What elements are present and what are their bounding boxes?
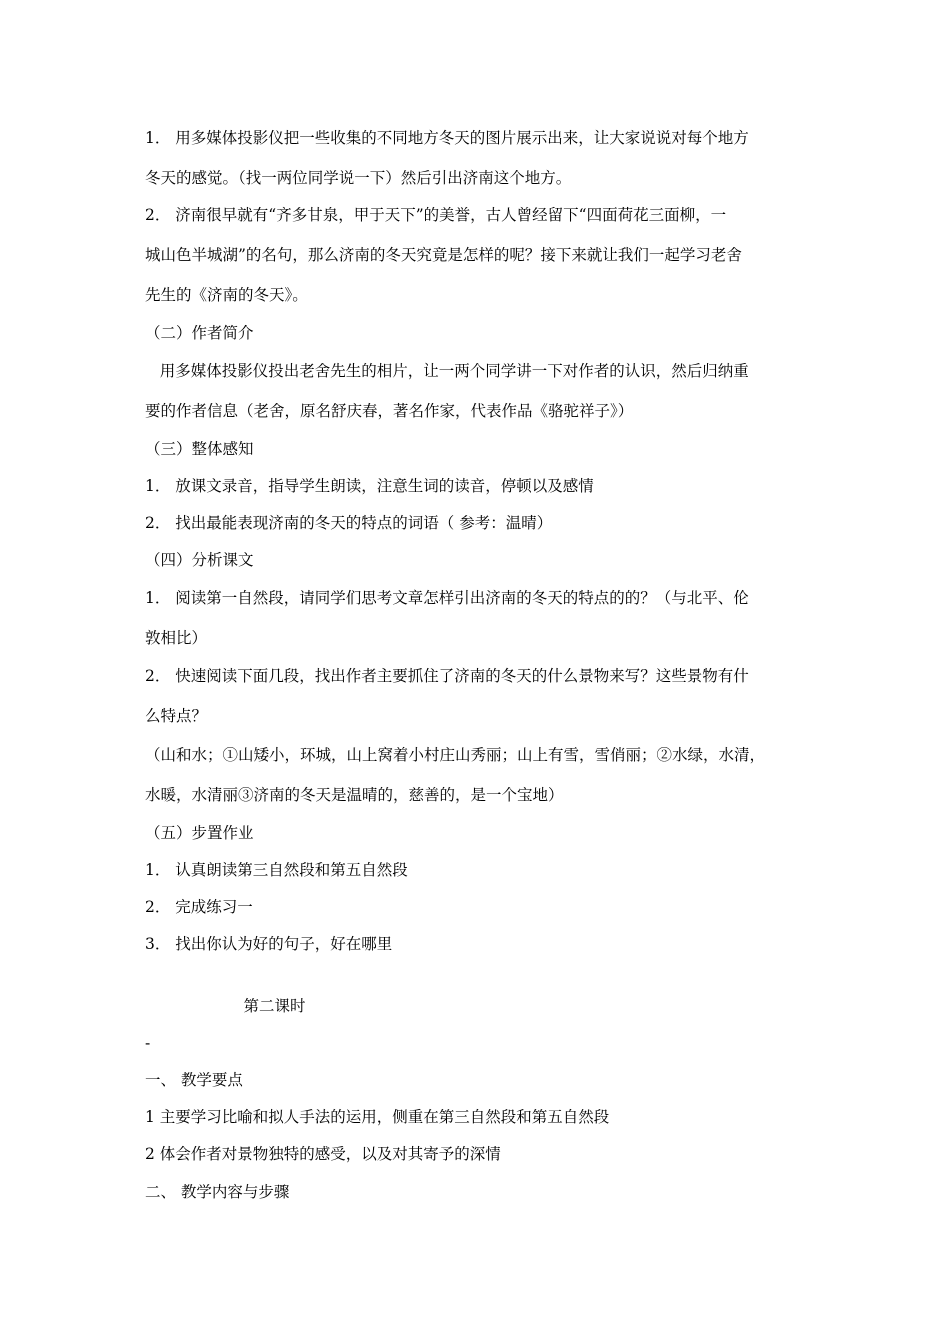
- text-line: 2． 快速阅读下面几段，找出作者主要抓住了济南的冬天的什么景物来写？这些景物有什: [145, 667, 749, 685]
- separator-dash: -: [145, 1034, 151, 1052]
- text-line: 1． 用多媒体投影仪把一些收集的不同地方冬天的图片展示出来，让大家说说对每个地方: [145, 129, 749, 147]
- text-line: 2． 济南很早就有“齐多甘泉，甲于天下”的美誉，古人曾经留下“四面荷花三面柳，一: [145, 206, 727, 224]
- text-line: 1． 放课文录音，指导学生朗读，注意生词的读音，停顿以及感情: [145, 477, 594, 495]
- text-line: 敦相比）: [145, 629, 208, 647]
- text-line: 么特点？: [145, 707, 208, 725]
- text-line: 2． 完成练习一: [145, 898, 253, 916]
- text-line: 1 主要学习比喻和拟人手法的运用，侧重在第三自然段和第五自然段: [145, 1108, 610, 1126]
- text-line: 先生的《济南的冬天》。: [145, 286, 308, 304]
- text-line: 要的作者信息（老舍，原名舒庆春，著名作家，代表作品《骆驼祥子》）: [145, 402, 634, 420]
- text-line: 城山色半城湖”的名句，那么济南的冬天究竟是怎样的呢？接下来就让我们一起学习老舍: [145, 246, 742, 264]
- lesson-title: 第二课时: [145, 997, 306, 1015]
- text-line: 水暖，水清丽③济南的冬天是温晴的，慈善的，是一个宝地）: [145, 786, 564, 804]
- section-heading: （五）步置作业: [145, 824, 254, 842]
- section-heading: 一、 教学要点: [145, 1071, 243, 1089]
- text-line: 2． 找出最能表现济南的冬天的特点的词语（ 参考：温晴）: [145, 514, 553, 532]
- text-line: 3． 找出你认为好的句子，好在哪里: [145, 935, 393, 953]
- section-heading: 二、 教学内容与步骤: [145, 1183, 290, 1201]
- text-line: 冬天的感觉。（找一两位同学说一下）然后引出济南这个地方。: [145, 169, 572, 187]
- text-line: （山和水；①山矮小，环城，山上窝着小村庄山秀丽；山上有雪，雪俏丽；②水绿，水清，: [145, 746, 766, 764]
- section-heading: （三）整体感知: [145, 440, 254, 458]
- text-line: 1． 认真朗读第三自然段和第五自然段: [145, 861, 408, 879]
- text-line: 1． 阅读第一自然段，请同学们思考文章怎样引出济南的冬天的特点的的？（与北平、伦: [145, 589, 749, 607]
- text-line: 2 体会作者对景物独特的感受，以及对其寄予的深情: [145, 1145, 501, 1163]
- section-heading: （二）作者简介: [145, 324, 254, 342]
- text-line: 用多媒体投影仪投出老舍先生的相片，让一两个同学讲一下对作者的认识，然后归纳重: [145, 362, 749, 380]
- section-heading: （四）分析课文: [145, 551, 254, 569]
